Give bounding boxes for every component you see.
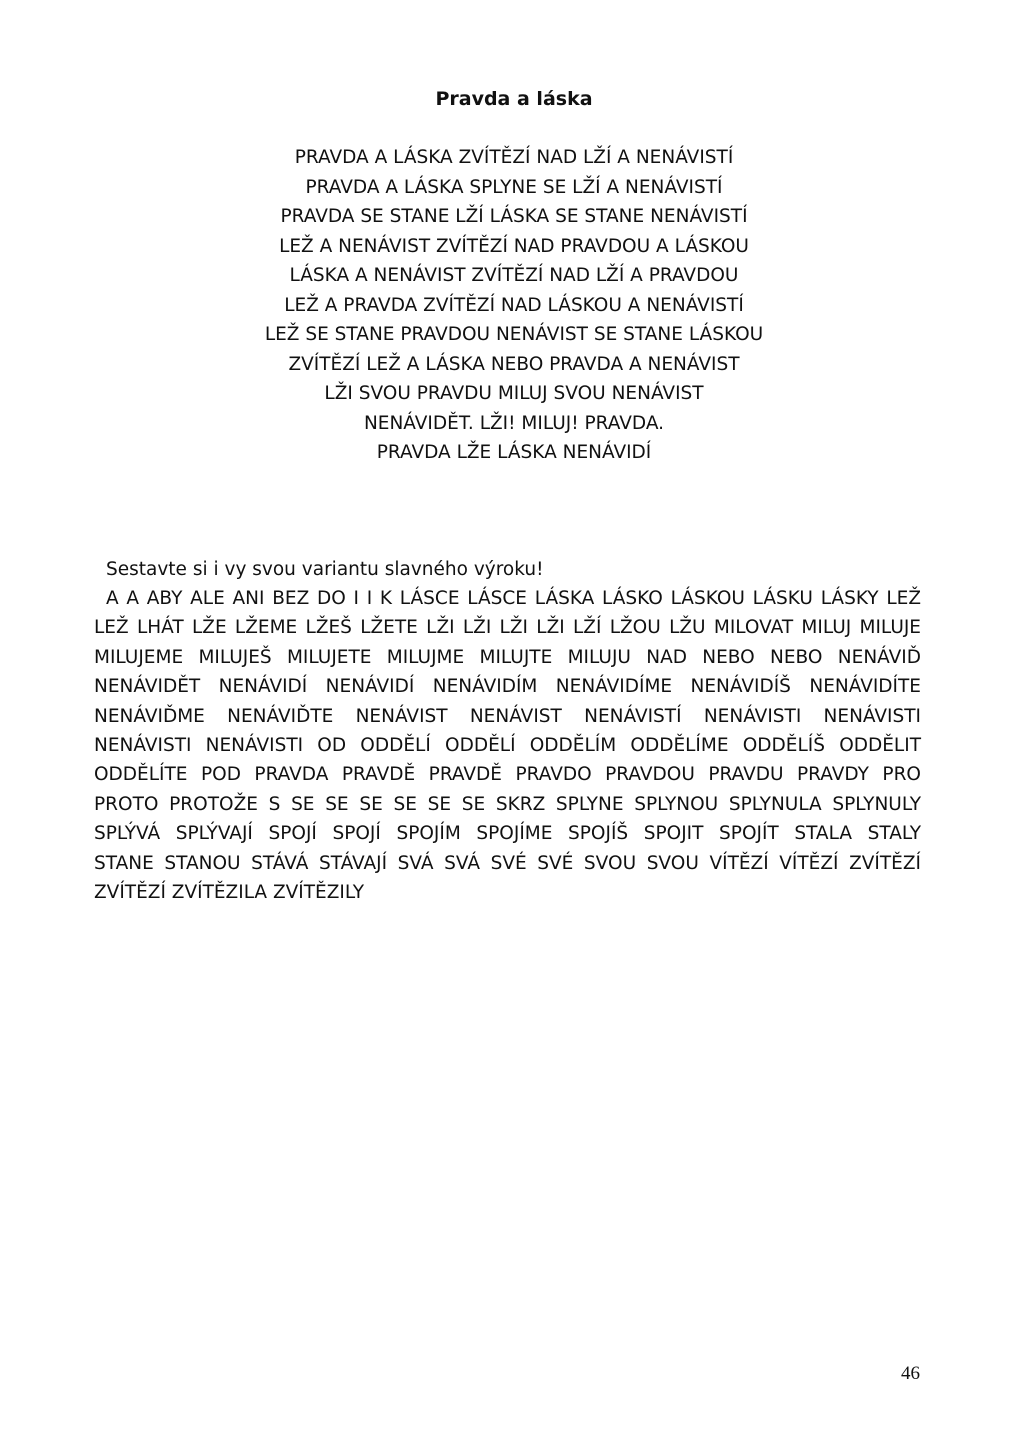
poem-line: PRAVDA A LÁSKA SPLYNE SE LŽÍ A NENÁVISTÍ [305,176,723,198]
word-list-line: LEŽ LHÁT LŽE LŽEME LŽEŠ LŽETE LŽI LŽI LŽI LŽI LŽÍ LŽOU LŽU MILOVAT MILUJ MILUJE [94,617,921,639]
poem-line: LÁSKA A NENÁVIST ZVÍTĚZÍ NAD LŽÍ A PRAVDOU [289,265,739,286]
page-number: 46 [901,1363,920,1384]
poem-line: LŽI SVOU PRAVDU MILUJ SVOU NENÁVIST [324,383,704,404]
page-title: Pravda a láska [435,88,593,110]
poem-line: PRAVDA A LÁSKA ZVÍTĚZÍ NAD LŽÍ A NENÁVISTÍ [294,147,734,168]
word-list-line: ZVÍTĚZÍ ZVÍTĚZILA ZVÍTĚZILY [94,881,365,903]
poem [0,143,1014,468]
poem-line: ZVÍTĚZÍ LEŽ A LÁSKA NEBO PRAVDA A NENÁVIST [288,353,740,375]
word-list-line: ODDĚLÍTE POD PRAVDA PRAVDĚ PRAVDĚ PRAVDO PRAVDOU PRAVDU PRAVDY PRO [94,764,921,786]
word-list-line: NENÁVISTI NENÁVISTI OD ODDĚLÍ ODDĚLÍ ODDĚLÍM ODDĚLÍME ODDĚLÍŠ ODDĚLIT [94,734,921,756]
word-list-line: NENÁVIĎME NENÁVIĎTE NENÁVIST NENÁVIST NENÁVISTÍ NENÁVISTI NENÁVISTI [94,705,921,727]
word-list-line: A A ABY ALE ANI BEZ DO I I K LÁSCE LÁSCE LÁSKA LÁSKO LÁSKOU LÁSKU LÁSKY LEŽ [106,588,921,609]
word-list-line: NENÁVIDĚT NENÁVIDÍ NENÁVIDÍ NENÁVIDÍM NENÁVIDÍME NENÁVIDÍŠ NENÁVIDÍTE [94,676,921,698]
poem-line: PRAVDA SE STANE LŽÍ LÁSKA SE STANE NENÁVISTÍ [280,206,748,227]
poem-line: PRAVDA LŽE LÁSKA NENÁVIDÍ [376,442,652,463]
word-list [94,584,921,907]
poem-line: LEŽ A PRAVDA ZVÍTĚZÍ NAD LÁSKOU A NENÁVISTÍ [284,294,744,316]
word-list-line: PROTO PROTOŽE S SE SE SE SE SE SE SKRZ SPLYNE SPLYNOU SPLYNULA SPLYNULY [94,793,921,815]
poem-line: LEŽ SE STANE PRAVDOU NENÁVIST SE STANE LÁSKOU [264,324,764,345]
instruction-text: Sestavte si i vy svou variantu slavného výroku! [106,559,544,580]
word-list-line: MILUJEME MILUJEŠ MILUJETE MILUJME MILUJTE MILUJU NAD NEBO NEBO NENÁVIĎ [94,646,921,668]
poem-line: LEŽ A NENÁVIST ZVÍTĚZÍ NAD PRAVDOU A LÁSKOU [279,235,749,257]
word-list-line: SPLÝVÁ SPLÝVAJÍ SPOJÍ SPOJÍ SPOJÍM SPOJÍME SPOJÍŠ SPOJIT SPOJÍT STALA STALY [94,823,921,845]
word-list-line: STANE STANOU STÁVÁ STÁVAJÍ SVÁ SVÁ SVÉ SVÉ SVOU SVOU VÍTĚZÍ VÍTĚZÍ ZVÍTĚZÍ [94,852,921,874]
poem-line: NENÁVIDĚT. LŽI! MILUJ! PRAVDA. [363,412,665,434]
